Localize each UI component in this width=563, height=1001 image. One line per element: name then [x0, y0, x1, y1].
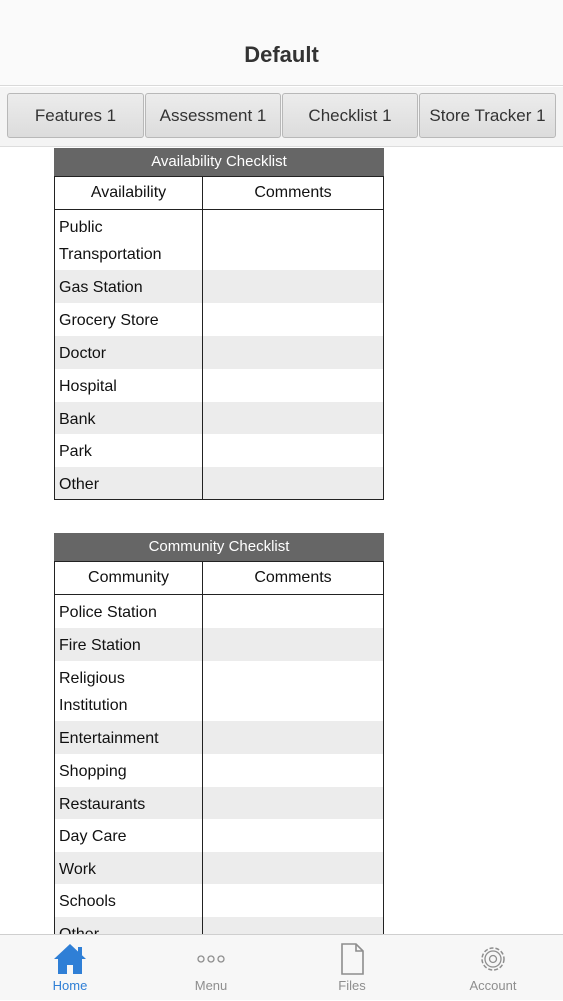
comment-cell[interactable] [203, 819, 383, 852]
table-row [55, 336, 383, 369]
table-row [55, 402, 383, 434]
navigation-bar [0, 0, 563, 86]
community-table [54, 561, 384, 951]
comment-cell[interactable] [203, 852, 383, 884]
row-label: Restaurants [55, 787, 203, 819]
availability-table [54, 176, 384, 500]
comment-cell[interactable] [203, 434, 383, 467]
tab-strip [0, 87, 563, 147]
comment-cell[interactable] [203, 787, 383, 819]
row-label: Work [55, 852, 203, 884]
bottom-tab-bar [0, 934, 563, 1000]
community-checklist [54, 533, 384, 951]
table-row [55, 595, 383, 628]
comment-cell[interactable] [203, 467, 383, 499]
comment-cell[interactable] [203, 336, 383, 369]
tab-menu-label: Menu [194, 978, 228, 993]
availability-column-headers [55, 176, 383, 210]
comments-column-header: Comments [254, 184, 332, 201]
community-column-header: Community [55, 562, 203, 594]
row-label [55, 661, 203, 721]
table-row [55, 884, 383, 917]
comment-cell[interactable] [203, 402, 383, 434]
row-label: Shopping [55, 754, 203, 787]
row-label: Grocery Store [55, 303, 203, 336]
row-label: Gas Station [55, 270, 203, 303]
home-icon [52, 942, 88, 976]
table-row-religious-institution [55, 661, 383, 721]
tab-home[interactable] [0, 935, 140, 1001]
table-row [55, 721, 383, 754]
comment-cell[interactable] [203, 210, 383, 270]
row-label: Doctor [55, 336, 203, 369]
table-row [55, 303, 383, 336]
community-column-headers [55, 561, 383, 595]
availability-column-header: Availability [55, 177, 203, 209]
checklist-content[interactable] [0, 148, 563, 934]
table-row [55, 819, 383, 852]
availability-checklist-title: Availability Checklist [54, 148, 384, 176]
comments-column-header: Comments [254, 569, 332, 586]
comment-cell[interactable] [203, 369, 383, 402]
comment-cell[interactable] [203, 754, 383, 787]
tab-assessment-1[interactable]: Assessment 1 [145, 93, 281, 138]
row-label [55, 210, 203, 270]
row-label: Other [55, 467, 203, 499]
table-row [55, 754, 383, 787]
community-checklist-title: Community Checklist [54, 533, 384, 561]
tab-checklist-1[interactable]: Checklist 1 [282, 93, 418, 138]
row-label-line: Public [59, 219, 103, 236]
table-row [55, 628, 383, 661]
table-row [55, 270, 383, 303]
page-title: Default [244, 42, 319, 67]
row-label: Schools [55, 884, 203, 917]
tab-menu[interactable] [141, 935, 281, 1001]
comment-cell[interactable] [203, 721, 383, 754]
row-label: Bank [55, 402, 203, 434]
tab-account[interactable] [423, 935, 563, 1001]
row-label-line: Transportation [59, 246, 162, 263]
comment-cell[interactable] [203, 595, 383, 628]
more-dots-icon [193, 942, 229, 976]
comment-cell[interactable] [203, 628, 383, 661]
row-label: Police Station [55, 595, 203, 628]
row-label: Entertainment [55, 721, 203, 754]
tab-features-1[interactable]: Features 1 [7, 93, 144, 138]
table-row [55, 369, 383, 402]
comment-cell[interactable] [203, 303, 383, 336]
availability-checklist [54, 148, 384, 500]
row-label: Park [55, 434, 203, 467]
row-label: Fire Station [55, 628, 203, 661]
row-label: Day Care [55, 819, 203, 852]
gear-icon [475, 942, 511, 976]
comment-cell[interactable] [203, 884, 383, 917]
comment-cell[interactable] [203, 661, 383, 721]
row-label: Hospital [55, 369, 203, 402]
document-icon [334, 942, 370, 976]
tab-files-label: Files [338, 978, 366, 993]
tab-store-tracker-1[interactable]: Store Tracker 1 [419, 93, 556, 138]
comment-cell[interactable] [203, 270, 383, 303]
tab-account-label: Account [469, 978, 517, 993]
table-row [55, 852, 383, 884]
table-row [55, 434, 383, 467]
tab-home-label: Home [52, 978, 88, 993]
row-label-line: Religious [59, 670, 125, 687]
tab-files[interactable] [282, 935, 422, 1001]
table-row [55, 467, 383, 499]
table-row-public-transportation [55, 210, 383, 270]
table-row [55, 787, 383, 819]
row-label-line: Institution [59, 697, 128, 714]
